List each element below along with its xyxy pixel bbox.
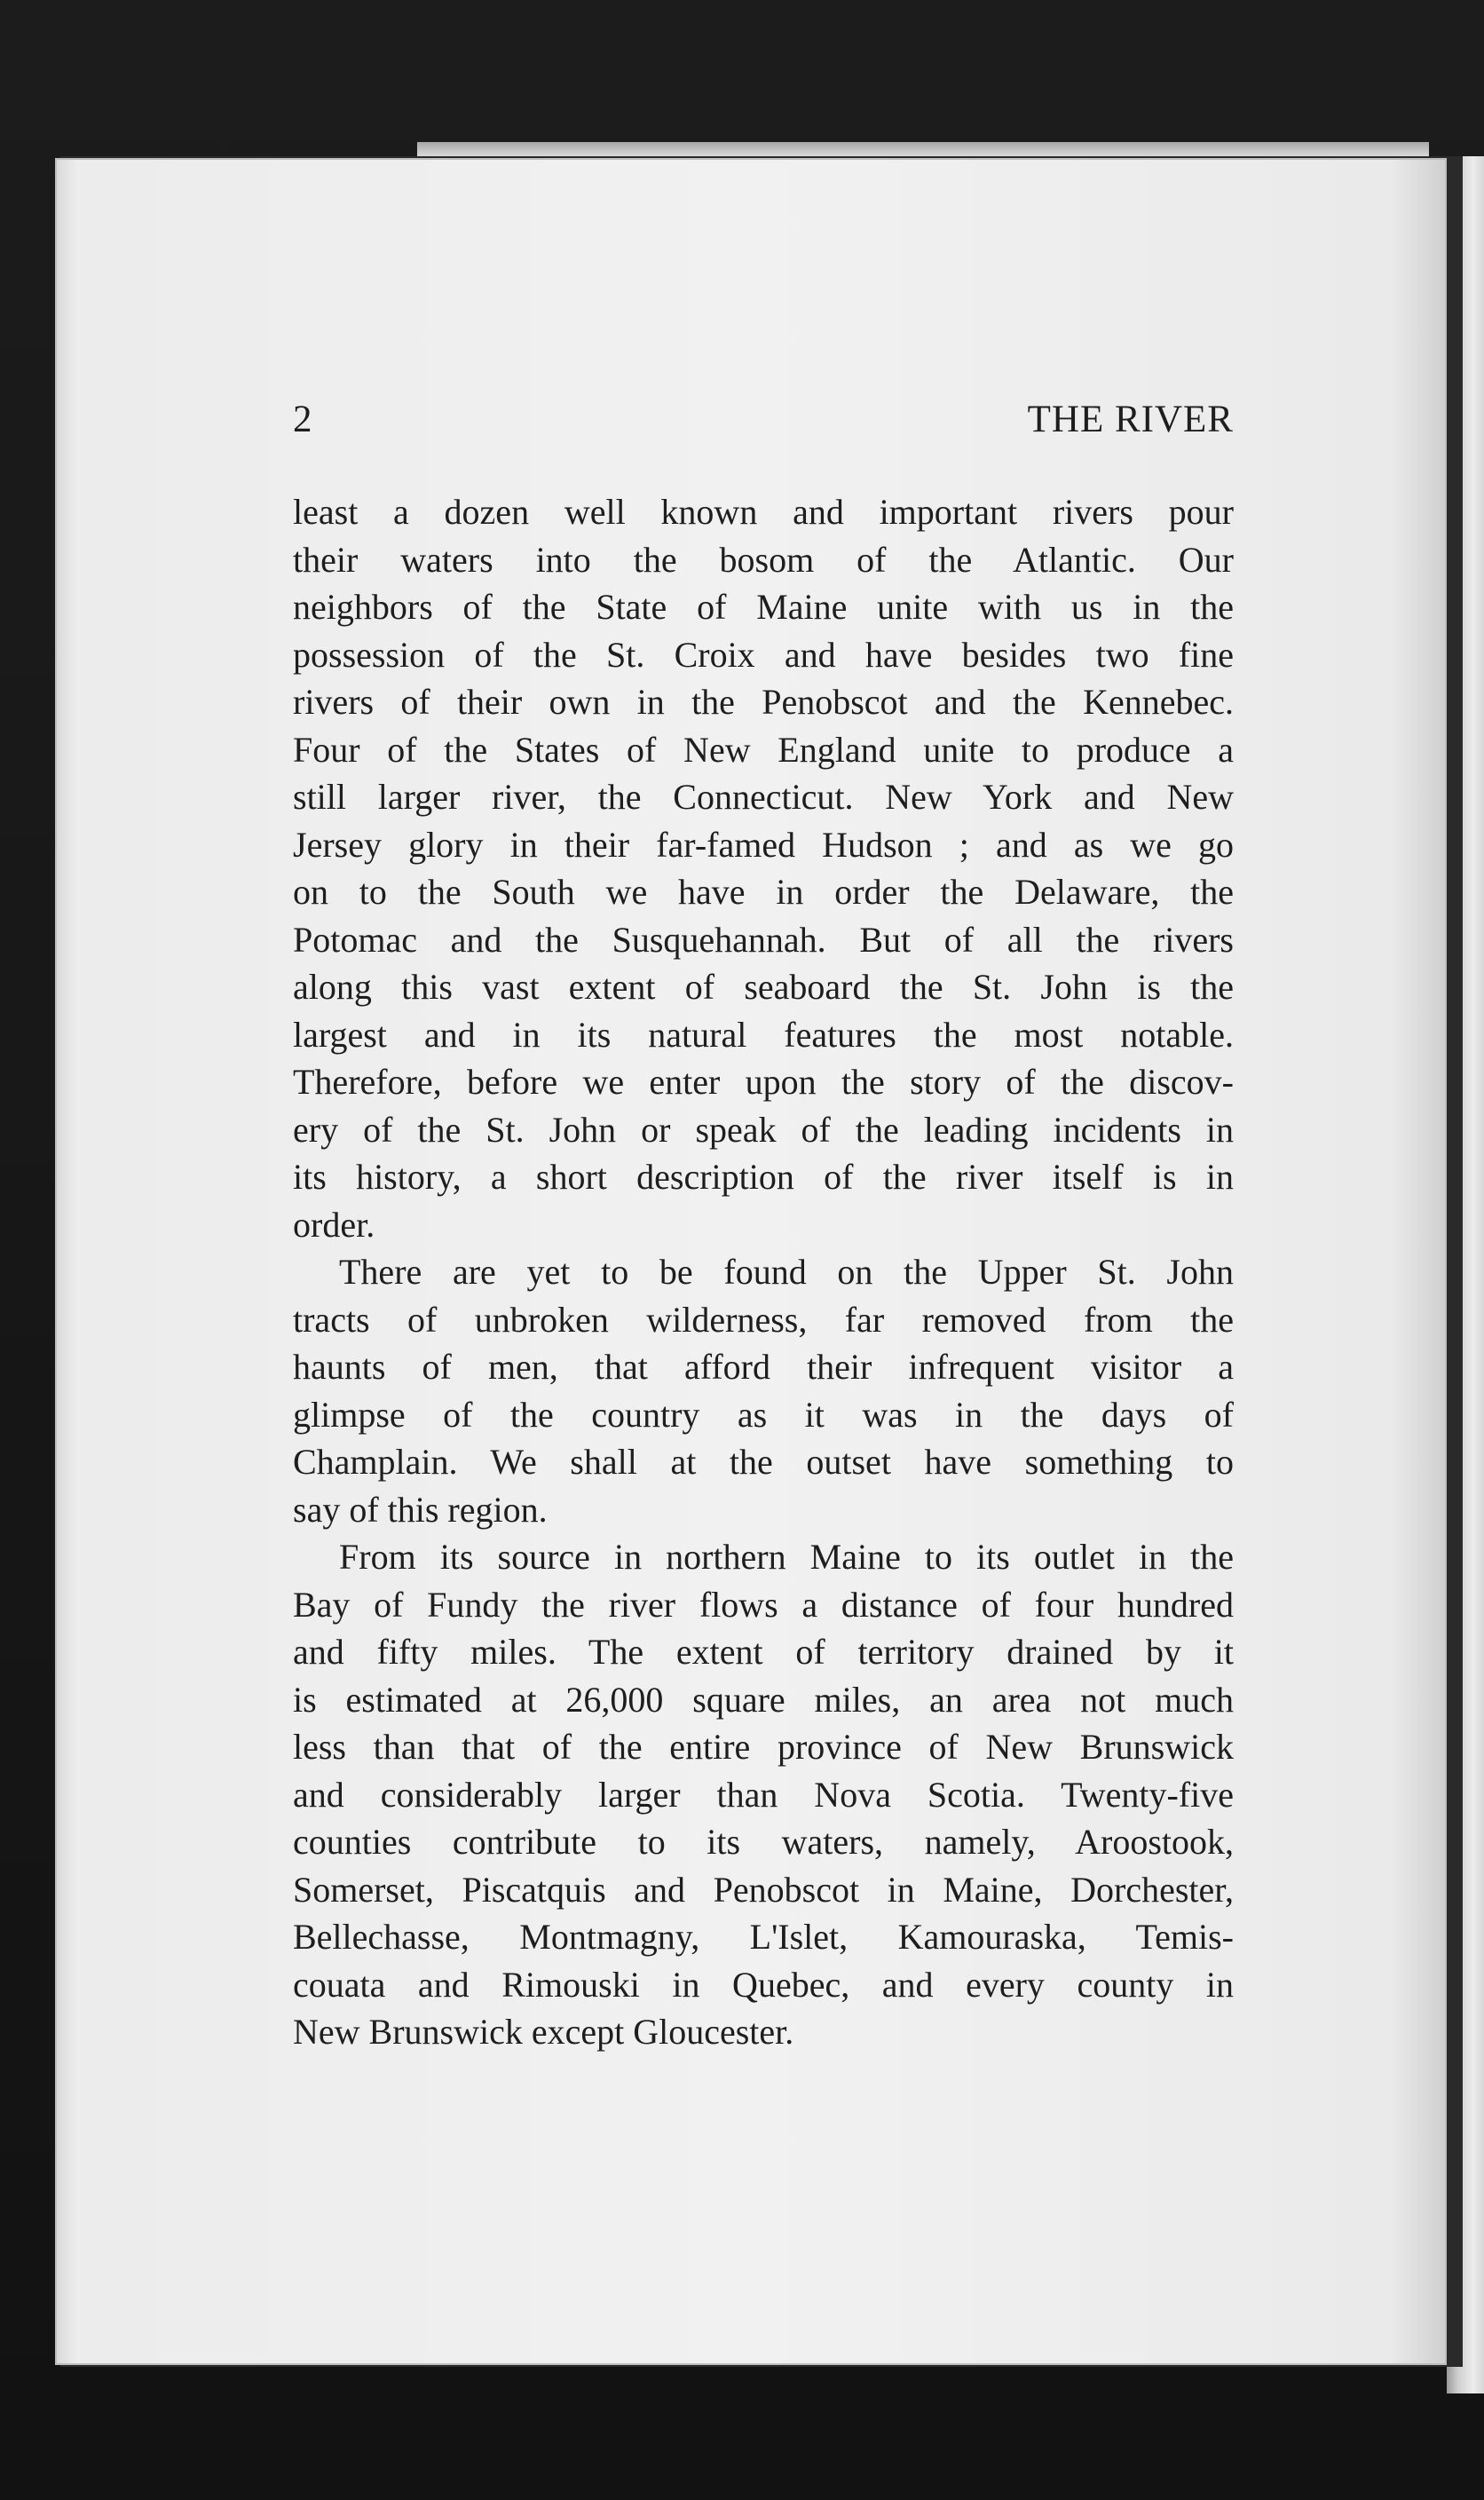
text-line: counties contribute to its waters, namely, Aroostook, — [293, 1822, 1234, 1862]
text-line: ery of the St. John or speak of the leading incidents in — [293, 1109, 1234, 1150]
text-line: neighbors of the State of Maine unite with us in the — [293, 587, 1234, 627]
text-line: their waters into the bosom of the Atlantic. Our — [293, 539, 1234, 580]
text-line: Jersey glory in their far-famed Hudson ; and as we go — [293, 824, 1234, 865]
text-line: still larger river, the Connecticut. New York and New — [293, 777, 1234, 817]
text-line: order. — [293, 1204, 375, 1245]
paragraph-2 — [293, 1248, 1234, 1533]
text-line: haunts of men, that afford their infrequent visitor a — [293, 1347, 1234, 1387]
page-number: 2 — [293, 399, 312, 440]
text-line: From its source in northern Maine to its outlet in the — [339, 1537, 1234, 1577]
text-line: less than that of the entire province of New Brunswick — [293, 1727, 1234, 1767]
text-line: There are yet to be found on the Upper St. John — [339, 1252, 1234, 1292]
text-line: Potomac and the Susquehannah. But of all the rivers — [293, 919, 1234, 960]
text-line: rivers of their own in the Penobscot and the Kennebec. — [293, 682, 1234, 722]
text-line: and fifty miles. The extent of territory drained by it — [293, 1632, 1234, 1672]
body-text — [293, 488, 1234, 2056]
text-line: glimpse of the country as it was in the days of — [293, 1394, 1234, 1435]
text-line: largest and in its natural features the most notable. — [293, 1014, 1234, 1055]
paragraph-1 — [293, 488, 1234, 1248]
running-title: THE RIVER — [1027, 399, 1234, 440]
text-line: tracts of unbroken wilderness, far removed from the — [293, 1299, 1234, 1340]
text-line: Bellechasse, Montmagny, L'Islet, Kamouraska, Temis- — [293, 1917, 1234, 1957]
text-line: Bay of Fundy the river flows a distance of four hundred — [293, 1584, 1234, 1625]
text-line: couata and Rimouski in Quebec, and every county in — [293, 1964, 1234, 2005]
paragraph-3 — [293, 1533, 1234, 2056]
text-line: Champlain. We shall at the outset have something to — [293, 1442, 1234, 1482]
text-line: is estimated at 26,000 square miles, an area not much — [293, 1679, 1234, 1720]
text-line: least a dozen well known and important rivers pour — [293, 492, 1234, 532]
text-line: Therefore, before we enter upon the story of the discov- — [293, 1062, 1234, 1102]
page-header — [293, 398, 1234, 451]
text-line: say of this region. — [293, 1489, 548, 1530]
text-line: along this vast extent of seaboard the St. John is the — [293, 967, 1234, 1007]
text-line: on to the South we have in order the Delaware, the — [293, 872, 1234, 912]
text-line: New Brunswick except Gloucester. — [293, 2012, 794, 2052]
text-line: and considerably larger than Nova Scotia. Twenty-five — [293, 1774, 1234, 1815]
text-line: possession of the St. Croix and have besides two fine — [293, 634, 1234, 675]
text-line: Somerset, Piscatquis and Penobscot in Maine, Dorchester, — [293, 1869, 1234, 1910]
text-line: its history, a short description of the river itself is in — [293, 1157, 1234, 1197]
text-line: Four of the States of New England unite to produce a — [293, 729, 1234, 770]
